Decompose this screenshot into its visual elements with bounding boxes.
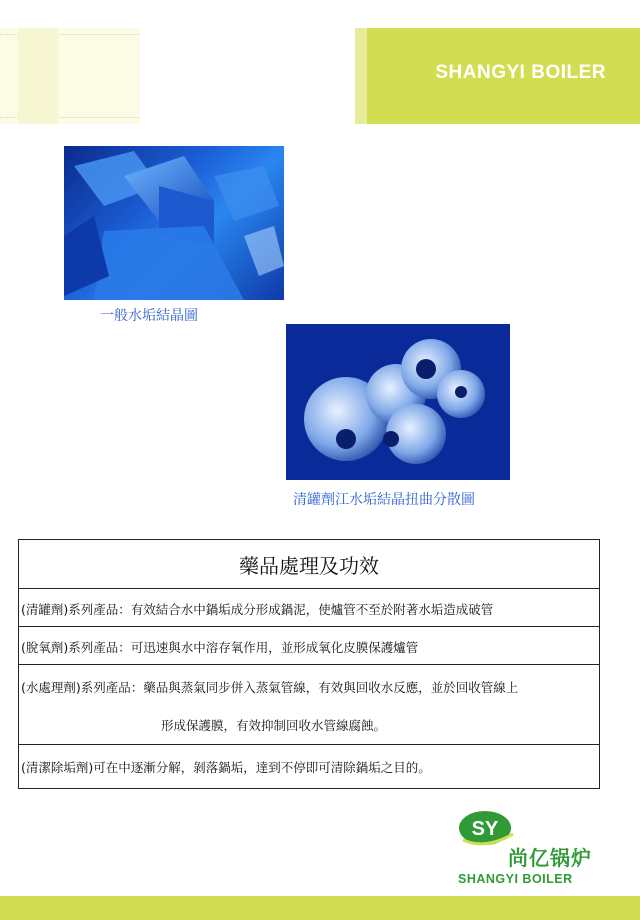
dispersed-scale-image <box>286 324 510 480</box>
dispersed-scale-art <box>286 324 510 480</box>
dispersed-scale-caption: 清罐劑江水垢結晶扭曲分散圖 <box>293 492 475 508</box>
header-title: SHANGYI BOILER <box>435 62 606 83</box>
logo-mark-text: SY <box>471 818 499 840</box>
table-row-text: (水處理劑)系列產品：藥品與蒸氣同步併入蒸氣管線，有效與回收水反應，並於回收管線上 <box>21 680 519 695</box>
footer-band <box>0 896 640 920</box>
table-title: 藥品處理及功效 <box>19 540 599 589</box>
logo-en-text: SHANGYI BOILER <box>458 872 573 886</box>
table-row-text: (脫氧劑)系列產品：可迅速與水中溶存氧作用，並形成氧化皮膜保護爐管 <box>21 640 419 655</box>
treatment-table <box>18 539 600 789</box>
table-row-text: (清潔除垢劑)可在中逐漸分解，剝落鍋垢，達到不停即可清除鍋垢之目的。 <box>21 760 431 775</box>
scale-crystal-image <box>64 146 284 300</box>
scale-crystal-art <box>64 146 284 300</box>
header-decor-stripe <box>18 28 58 124</box>
table-row-text-cont: 形成保護膜，有效抑制回收水管線腐蝕。 <box>161 718 387 733</box>
table-row <box>19 589 599 627</box>
logo-cn-text: 尚亿锅炉 <box>508 846 592 870</box>
table-row <box>19 627 599 665</box>
scale-crystal-caption: 一般水垢結晶圖 <box>100 308 198 324</box>
table-row <box>19 665 599 745</box>
header-band-edge <box>355 28 367 124</box>
table-row <box>19 745 599 788</box>
table-row-text: (清罐劑)系列產品：有效結合水中鍋垢成分形成鍋泥，使爐管不至於附著水垢造成破管 <box>21 602 494 617</box>
